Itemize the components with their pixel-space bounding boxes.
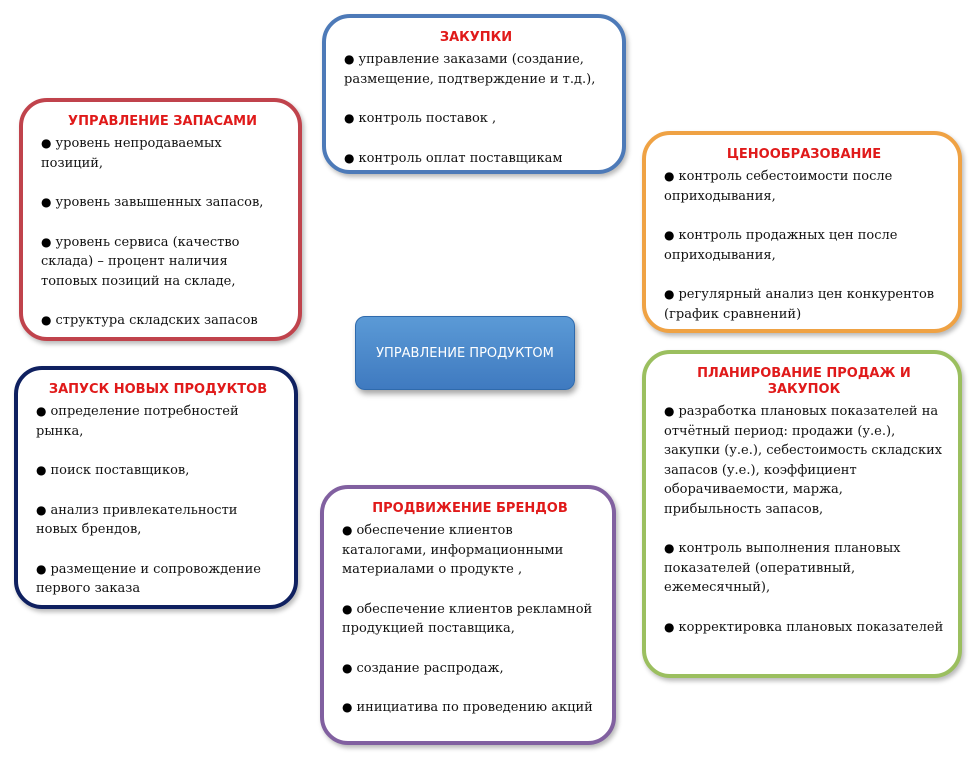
bullet-icon: ● bbox=[664, 541, 675, 555]
new-products-item: ● поиск поставщиков, bbox=[36, 463, 190, 478]
pricing-item: ● контроль себестоимости после оприходывания, bbox=[664, 169, 893, 204]
bullet-icon: ● bbox=[36, 561, 47, 576]
brands-item: ● создание распродаж, bbox=[342, 660, 504, 676]
brands-box bbox=[320, 485, 616, 745]
bullet-icon: ● bbox=[664, 619, 675, 634]
bullet-icon: ● bbox=[344, 111, 355, 125]
bullet-icon: ● bbox=[36, 502, 47, 517]
inventory-title: УПРАВЛЕНИЕ ЗАПАСАМИ bbox=[68, 114, 257, 129]
bullet-icon: ● bbox=[36, 404, 47, 418]
bullet-icon: ● bbox=[41, 313, 52, 327]
bullet-icon: ● bbox=[664, 404, 675, 418]
pricing-box bbox=[642, 131, 962, 333]
inventory-item: ● уровень сервиса (качество склада) – процент наличия топовых позиций на складе, bbox=[41, 234, 240, 289]
planning-item: ● корректировка плановых показателей bbox=[664, 619, 944, 635]
purchasing-list bbox=[344, 50, 608, 168]
purchasing-item: ● управление заказами (создание, размещение, подтверждение и т.д.), bbox=[344, 52, 596, 87]
bullet-icon: ● bbox=[664, 287, 675, 301]
brands-title: ПРОДВИЖЕНИЕ БРЕНДОВ bbox=[372, 501, 568, 516]
bullet-icon: ● bbox=[41, 195, 52, 209]
planning-box bbox=[642, 350, 962, 678]
new-products-item: ● анализ привлекательности новых брендов, bbox=[36, 502, 238, 537]
new-products-list bbox=[36, 402, 280, 599]
inventory-item: ● структура складских запасов bbox=[41, 313, 258, 328]
brands-item: ● обеспечение клиентов каталогами, информационными материалами о продукте , bbox=[342, 523, 564, 577]
purchasing-title: ЗАКУПКИ bbox=[439, 30, 513, 45]
brands-item: ● инициатива по проведению акций bbox=[342, 700, 593, 715]
purchasing-box bbox=[322, 14, 626, 174]
inventory-list bbox=[41, 134, 284, 331]
pricing-title: ЦЕНООБРАЗОВАНИЕ bbox=[726, 147, 882, 162]
planning-title: ПЛАНИРОВАНИЕ ПРОДАЖ И ЗАКУПОК bbox=[697, 366, 911, 397]
bullet-icon: ● bbox=[664, 169, 675, 183]
brands-item: ● обеспечение клиентов рекламной продукцией поставщика, bbox=[342, 601, 593, 636]
new-products-box bbox=[14, 366, 298, 609]
planning-item: ● контроль выполнения плановых показателей (оперативный, ежемесячный), bbox=[664, 541, 901, 595]
planning-list bbox=[664, 402, 944, 637]
planning-item: ● разработка плановых показателей на отчётный период: продажи (у.е.), закупки (у.е.), себестоимость складских запасов (у.е.), коэффициент оборачиваемости, маржа, прибыльность запасов, bbox=[664, 404, 943, 517]
bullet-icon: ● bbox=[664, 228, 675, 242]
bullet-icon: ● bbox=[36, 463, 47, 477]
brands-list bbox=[342, 521, 598, 718]
bullet-icon: ● bbox=[344, 52, 355, 66]
center-node-label: УПРАВЛЕНИЕ ПРОДУКТОМ bbox=[376, 345, 554, 361]
pricing-list bbox=[664, 167, 944, 324]
new-products-item: ● определение потребностей рынка, bbox=[36, 404, 239, 439]
bullet-icon: ● bbox=[342, 700, 353, 714]
bullet-icon: ● bbox=[342, 601, 353, 616]
center-node-product-management bbox=[355, 316, 575, 390]
purchasing-item: ● контроль оплат поставщикам bbox=[344, 150, 563, 166]
purchasing-item: ● контроль поставок , bbox=[344, 111, 497, 126]
bullet-icon: ● bbox=[41, 234, 52, 249]
bullet-icon: ● bbox=[342, 660, 353, 675]
inventory-box bbox=[19, 98, 302, 341]
pricing-item: ● контроль продажных цен после оприходывания, bbox=[664, 228, 898, 263]
pricing-item: ● регулярный анализ цен конкурентов (график сравнений) bbox=[664, 287, 935, 322]
new-products-item: ● размещение и сопровождение первого заказа bbox=[36, 561, 261, 596]
inventory-item: ● уровень завышенных запасов, bbox=[41, 195, 264, 210]
new-products-title: ЗАПУСК НОВЫХ ПРОДУКТОВ bbox=[48, 382, 268, 397]
inventory-item: ● уровень непродаваемых позиций, bbox=[41, 136, 222, 171]
bullet-icon: ● bbox=[342, 523, 353, 537]
bullet-icon: ● bbox=[41, 136, 52, 150]
bullet-icon: ● bbox=[344, 150, 355, 165]
